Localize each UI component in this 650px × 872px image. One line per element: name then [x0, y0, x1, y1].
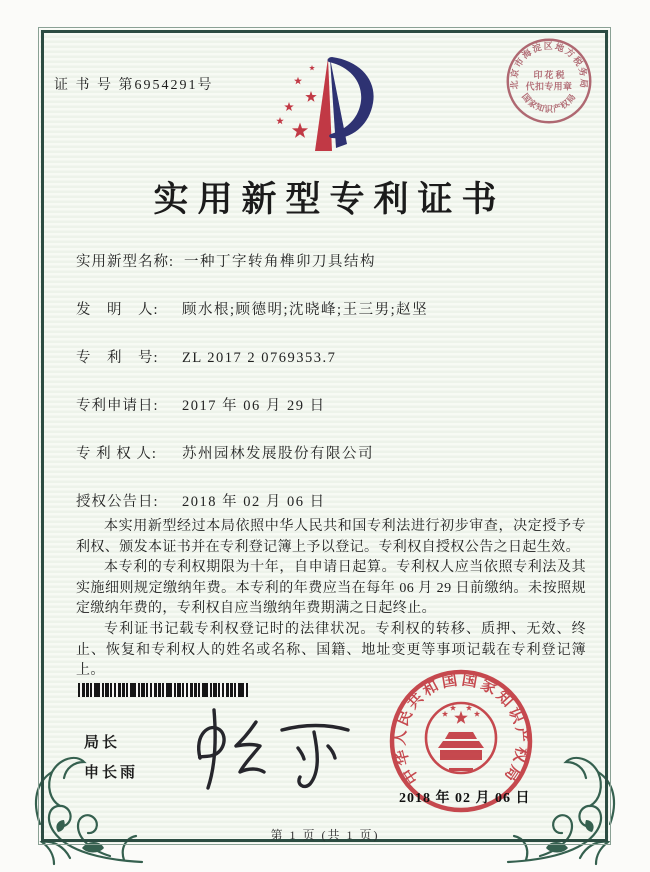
national-emblem-icon	[426, 703, 496, 773]
tax-stamp-icon	[504, 36, 594, 126]
field-value: 一种丁字转角榫卯刀具结构	[184, 254, 377, 270]
legal-paragraph: 本实用新型经过本局依照中华人民共和国专利法进行初步审查，决定授予专利权、颁发本证书并在专利登记簿上予以登记。专利权自授权公告之日起生效。	[76, 519, 586, 555]
certificate-title: 实用新型专利证书	[153, 180, 506, 219]
field-value: 苏州园林发展股份有限公司	[182, 446, 374, 462]
field-row-filing-date	[76, 396, 428, 417]
field-label: 专 利 号:	[76, 350, 159, 366]
svg-text:国家知识产权局	[520, 91, 578, 114]
corner-flourish-icon	[24, 736, 154, 868]
legal-paragraph: 本专利的专利权期限为十年，自申请日起算。专利权人应当依照专利法及其实施细则规定缴纳年费。本专利的年费应当在每年 06 月 29 日前缴纳。未按照规定缴纳年费的，专利权自应当缴纳年费期满之日起终止。	[76, 560, 586, 617]
field-list	[76, 252, 428, 513]
field-row-inventors	[76, 300, 428, 321]
field-label: 发 明 人:	[76, 302, 159, 318]
legal-text	[76, 517, 586, 682]
barcode	[78, 683, 248, 697]
stamp-center-line2: 代扣专用章	[525, 81, 573, 92]
seal-date: 2018 年 02 月 06 日	[399, 791, 531, 806]
field-row-patent-no	[76, 348, 428, 369]
field-row-patentee	[76, 444, 428, 465]
field-row-name	[76, 252, 428, 273]
official-title: 局长	[84, 734, 121, 751]
field-value: 2018 年 02 月 06 日	[182, 494, 326, 510]
field-value: ZL 2017 2 0769353.7	[182, 350, 337, 366]
official-name: 申长雨	[84, 764, 139, 781]
field-label: 专利申请日:	[76, 398, 159, 414]
field-label: 实用新型名称:	[76, 254, 175, 270]
seal-ring-text: 中华人民共和国国家知识产权局	[391, 671, 531, 787]
field-label: 授权公告日:	[76, 494, 159, 510]
certificate-number: 证 书 号 第6954291号	[54, 78, 214, 93]
field-label: 专 利 权 人:	[76, 446, 157, 462]
field-row-grant-date	[76, 492, 428, 513]
stamp-center-line1: 印 花 税	[533, 70, 565, 81]
stamp-arc-bottom-text: 国家知识产权局	[520, 91, 578, 114]
page-footer: 第 1 页 (共 1 页)	[270, 828, 380, 842]
field-value: 顾水根;顾德明;沈晓峰;王三男;赵坚	[182, 302, 429, 318]
stamp-arc-top-text: 北京市海淀区地方税务局	[508, 40, 590, 90]
legal-paragraph: 专利证书记载专利权登记时的法律状况。专利权的转移、质押、无效、终止、恢复和专利权人的姓名或名称、国籍、地址变更等事项记载在专利登记簿上。	[76, 621, 586, 679]
cnipa-logo-icon	[258, 54, 393, 156]
signature-icon	[170, 700, 365, 798]
field-value: 2017 年 06 月 29 日	[182, 398, 326, 414]
